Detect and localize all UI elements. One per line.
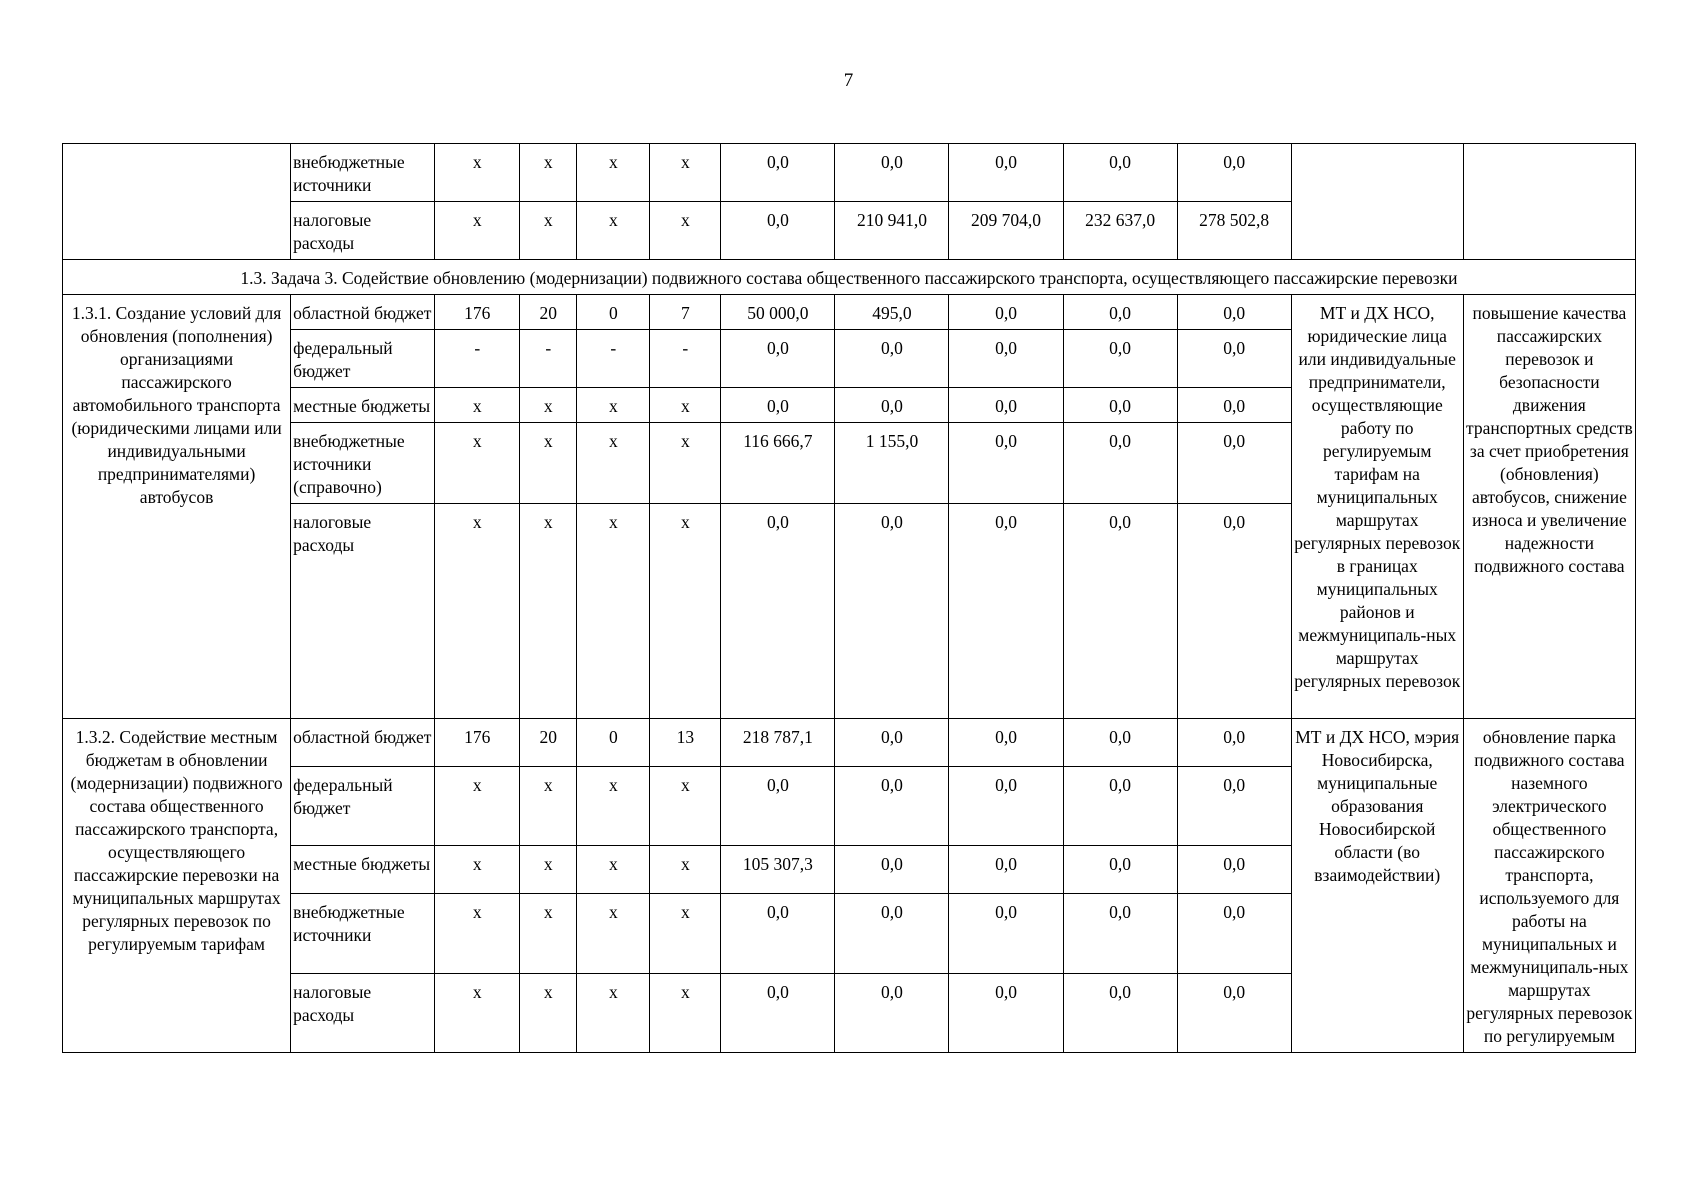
funding-source: местные бюджеты [291, 388, 435, 423]
value-cell: 0,0 [1177, 973, 1291, 1052]
value-cell: 0,0 [835, 846, 949, 894]
funding-source: внебюджетные источники (справочно) [291, 423, 435, 504]
value-cell: x [650, 894, 721, 973]
value-cell: 0,0 [949, 766, 1063, 845]
funding-source: областной бюджет [291, 719, 435, 767]
value-cell: - [435, 330, 520, 388]
value-cell: 209 704,0 [949, 202, 1063, 260]
measure-name [63, 144, 291, 260]
value-cell: x [435, 894, 520, 973]
value-cell: 0,0 [949, 973, 1063, 1052]
value-cell: 0,0 [721, 504, 835, 719]
value-cell: 0,0 [949, 846, 1063, 894]
value-cell: x [577, 423, 650, 504]
value-cell: 0,0 [721, 202, 835, 260]
value-cell: 0,0 [835, 719, 949, 767]
value-cell: 218 787,1 [721, 719, 835, 767]
value-cell: 0,0 [1063, 330, 1177, 388]
funding-source: налоговые расходы [291, 504, 435, 719]
value-cell: x [435, 846, 520, 894]
program-table [62, 143, 1636, 1053]
value-cell: 0,0 [1063, 423, 1177, 504]
value-cell: 0,0 [1063, 388, 1177, 423]
value-cell: 0,0 [1177, 330, 1291, 388]
value-cell: x [435, 144, 520, 202]
funding-source: внебюджетные источники [291, 144, 435, 202]
value-cell: 0,0 [835, 330, 949, 388]
executor [1291, 144, 1463, 260]
value-cell: 0 [577, 295, 650, 330]
value-cell: 116 666,7 [721, 423, 835, 504]
value-cell: 210 941,0 [835, 202, 949, 260]
value-cell: 0,0 [1177, 766, 1291, 845]
value-cell: 50 000,0 [721, 295, 835, 330]
expected-result [1463, 144, 1635, 260]
value-cell: 0,0 [721, 144, 835, 202]
value-cell: x [520, 766, 577, 845]
expected-result: обновление парка подвижного состава наземного электрического общественного пассажирского транспорта, используемого для работы на муниципальных и межмуниципаль-ных маршрутах регулярных перевозок по регулируемым [1463, 719, 1635, 1053]
value-cell: 0,0 [1177, 423, 1291, 504]
value-cell: 0,0 [1063, 846, 1177, 894]
funding-source: федеральный бюджет [291, 330, 435, 388]
value-cell: 0,0 [1177, 388, 1291, 423]
funding-source: налоговые расходы [291, 973, 435, 1052]
value-cell: 0,0 [1063, 144, 1177, 202]
value-cell: 1 155,0 [835, 423, 949, 504]
table-body [63, 144, 1636, 1053]
value-cell: 278 502,8 [1177, 202, 1291, 260]
value-cell: 0,0 [949, 144, 1063, 202]
value-cell: x [650, 388, 721, 423]
funding-source: областной бюджет [291, 295, 435, 330]
value-cell: x [577, 973, 650, 1052]
value-cell: 0,0 [1063, 766, 1177, 845]
measure-name: 1.3.2. Содействие местным бюджетам в обновлении (модернизации) подвижного состава общественного пассажирского транспорта, осуществляющего пассажирские перевозки на муниципальных маршрутах регулярных перевозок по регулируемым тарифам [63, 719, 291, 1053]
value-cell: 0,0 [835, 766, 949, 845]
funding-source: федеральный бюджет [291, 766, 435, 845]
value-cell: 0,0 [949, 504, 1063, 719]
funding-source: местные бюджеты [291, 846, 435, 894]
value-cell: x [520, 144, 577, 202]
value-cell: 20 [520, 295, 577, 330]
value-cell: 0,0 [721, 973, 835, 1052]
value-cell: x [520, 894, 577, 973]
value-cell: x [520, 423, 577, 504]
value-cell: 0,0 [721, 330, 835, 388]
value-cell: x [577, 504, 650, 719]
value-cell: 495,0 [835, 295, 949, 330]
value-cell: 0,0 [835, 504, 949, 719]
value-cell: 0,0 [949, 894, 1063, 973]
value-cell: 0,0 [1177, 504, 1291, 719]
value-cell: x [520, 846, 577, 894]
value-cell: 0,0 [1177, 846, 1291, 894]
value-cell: x [577, 766, 650, 845]
value-cell: x [435, 504, 520, 719]
page-number: 7 [843, 70, 854, 91]
funding-source: налоговые расходы [291, 202, 435, 260]
value-cell: - [577, 330, 650, 388]
value-cell: 176 [435, 719, 520, 767]
value-cell: x [435, 423, 520, 504]
executor: МТ и ДХ НСО, юридические лица или индивидуальные предприниматели, осуществляющие работу по регулируемым тарифам на муниципальных маршрутах регулярных перевозок в границах муниципальных районов и межмуниципаль-ных маршрутах регулярных перевозок [1291, 295, 1463, 719]
value-cell: 0,0 [721, 388, 835, 423]
value-cell: 0,0 [949, 719, 1063, 767]
value-cell: 0,0 [1177, 144, 1291, 202]
value-cell: x [650, 766, 721, 845]
expected-result: повышение качества пассажирских перевозок и безопасности движения транспортных средств за счет приобретения (обновления) автобусов, снижение износа и увеличение надежности подвижного состава [1463, 295, 1635, 719]
value-cell: 0,0 [1177, 719, 1291, 767]
value-cell: x [577, 202, 650, 260]
value-cell: 13 [650, 719, 721, 767]
value-cell: 0,0 [949, 423, 1063, 504]
value-cell: x [435, 766, 520, 845]
value-cell: 105 307,3 [721, 846, 835, 894]
value-cell: x [577, 846, 650, 894]
value-cell: x [435, 202, 520, 260]
value-cell: x [520, 202, 577, 260]
value-cell: 20 [520, 719, 577, 767]
value-cell: x [650, 846, 721, 894]
value-cell: 0 [577, 719, 650, 767]
executor: МТ и ДХ НСО, мэрия Новосибирска, муниципальные образования Новосибирской области (во взаимодействии) [1291, 719, 1463, 1053]
value-cell: 0,0 [1063, 894, 1177, 973]
value-cell: 0,0 [835, 973, 949, 1052]
value-cell: x [577, 894, 650, 973]
value-cell: 0,0 [949, 295, 1063, 330]
value-cell: 0,0 [949, 330, 1063, 388]
value-cell: 0,0 [835, 144, 949, 202]
value-cell: x [520, 388, 577, 423]
value-cell: 0,0 [721, 894, 835, 973]
value-cell: 0,0 [1063, 719, 1177, 767]
value-cell: 176 [435, 295, 520, 330]
value-cell: x [577, 144, 650, 202]
value-cell: 0,0 [1177, 894, 1291, 973]
value-cell: x [577, 388, 650, 423]
value-cell: 0,0 [835, 894, 949, 973]
value-cell: 0,0 [835, 388, 949, 423]
table-row [63, 144, 1636, 202]
table-row [63, 295, 1636, 330]
value-cell: x [650, 202, 721, 260]
value-cell: - [520, 330, 577, 388]
value-cell: 0,0 [1063, 295, 1177, 330]
task-title: 1.3. Задача 3. Содействие обновлению (модернизации) подвижного состава общественного пассажирского транспорта, осуществляющего пассажирские перевозки [63, 260, 1636, 295]
value-cell: x [650, 144, 721, 202]
funding-source: внебюджетные источники [291, 894, 435, 973]
measure-name: 1.3.1. Создание условий для обновления (пополнения) организациями пассажирского автомобильного транспорта (юридическими лицами или индивидуальными предпринимателями) автобусов [63, 295, 291, 719]
value-cell: x [520, 973, 577, 1052]
value-cell: x [520, 504, 577, 719]
value-cell: - [650, 330, 721, 388]
table-row [63, 719, 1636, 767]
value-cell: 0,0 [949, 388, 1063, 423]
task-row [63, 260, 1636, 295]
value-cell: x [435, 973, 520, 1052]
value-cell: x [650, 423, 721, 504]
value-cell: x [650, 504, 721, 719]
value-cell: 7 [650, 295, 721, 330]
value-cell: 0,0 [1063, 504, 1177, 719]
value-cell: 232 637,0 [1063, 202, 1177, 260]
value-cell: x [650, 973, 721, 1052]
value-cell: 0,0 [1063, 973, 1177, 1052]
value-cell: x [435, 388, 520, 423]
value-cell: 0,0 [1177, 295, 1291, 330]
value-cell: 0,0 [721, 766, 835, 845]
